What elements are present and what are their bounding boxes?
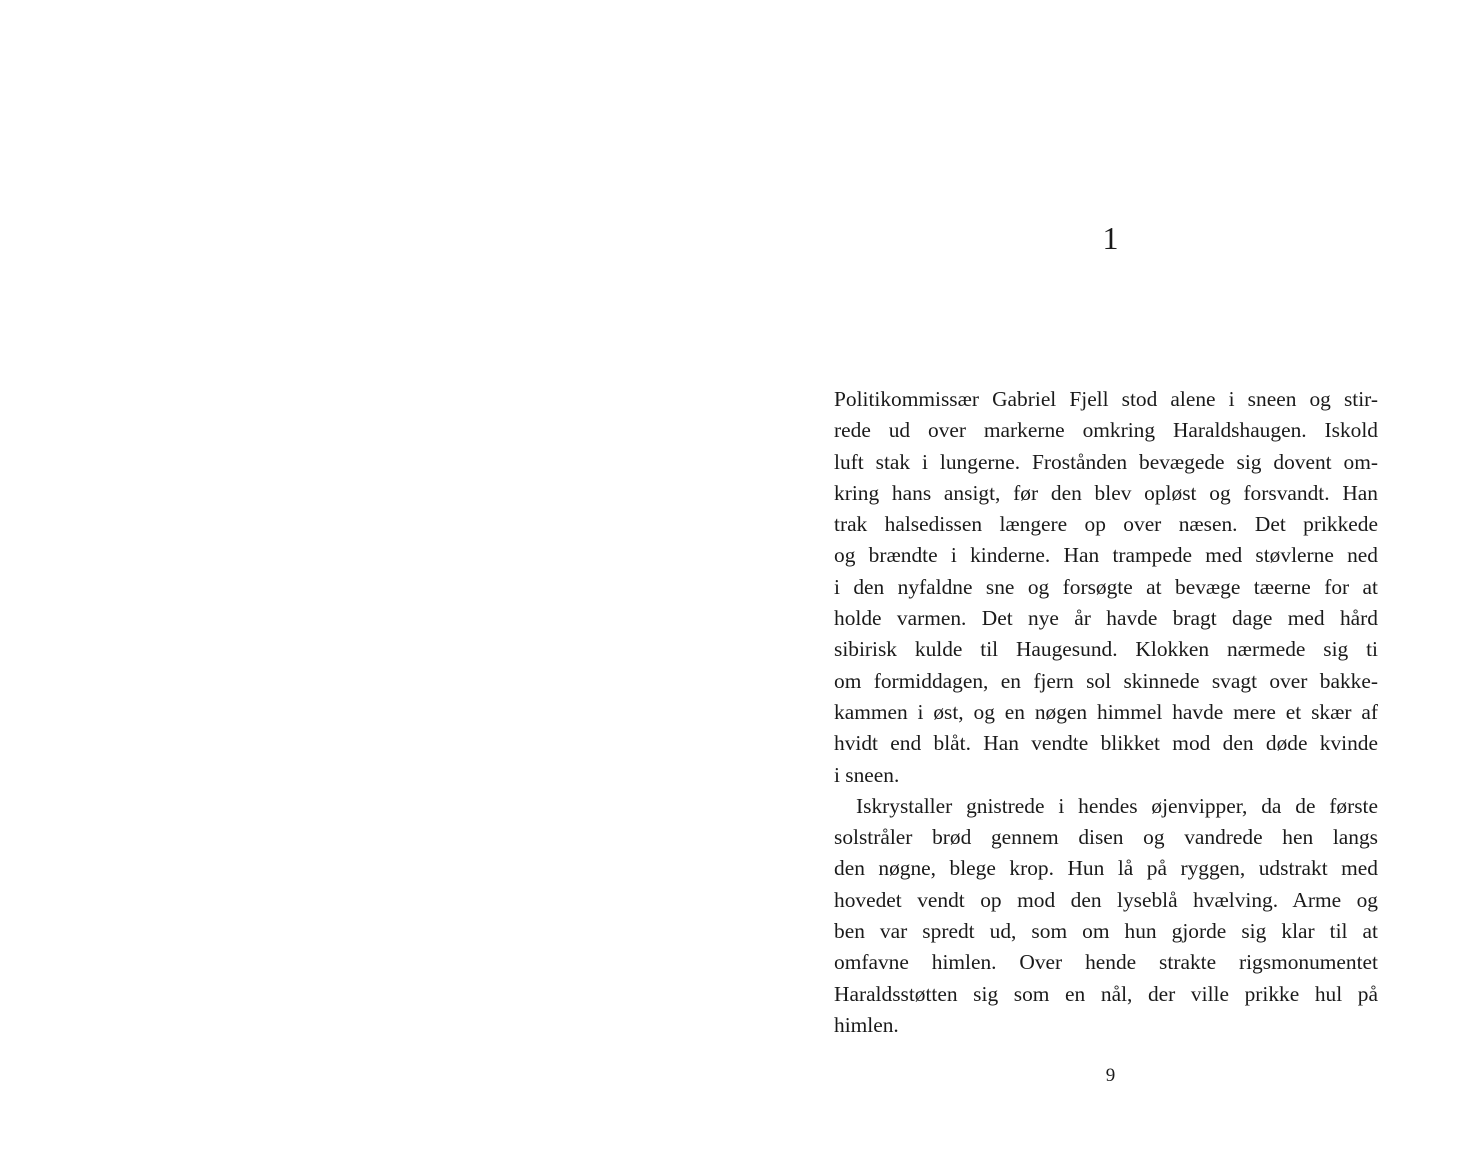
text-line: om formiddagen, en fjern sol skinnede svagt over bakke- <box>834 668 1378 693</box>
text-line: ben var spredt ud, som om hun gjorde sig klar til at <box>834 919 1378 944</box>
text-line: i sneen. <box>834 762 900 787</box>
text-line: hvidt end blåt. Han vendte blikket mod den døde kvinde <box>834 731 1378 756</box>
text-line: himlen. <box>834 1012 899 1037</box>
text-line: kammen i øst, og en nøgen himmel havde mere et skær af <box>834 699 1378 724</box>
text-line: Iskrystaller gnistrede i hendes øjenvipper, da de første <box>856 793 1378 818</box>
text-line: omfavne himlen. Over hende strakte rigsmonumentet <box>834 950 1378 975</box>
text-line: den nøgne, blege krop. Hun lå på ryggen, udstrakt med <box>834 856 1378 881</box>
text-line: luft stak i lungerne. Frostånden bevægede sig dovent om- <box>834 449 1378 474</box>
text-line: solstråler brød gennem disen og vandrede hen langs <box>834 825 1378 850</box>
text-line: Haraldsstøtten sig som en nål, der ville prikke hul på <box>834 981 1378 1006</box>
text-line: kring hans ansigt, før den blev opløst og forsvandt. Han <box>834 480 1378 505</box>
text-line: Politikommissær Gabriel Fjell stod alene i sneen og stir- <box>834 387 1378 411</box>
page-number: 9 <box>1105 1065 1116 1086</box>
text-line: sibirisk kulde til Haugesund. Klokken nærmede sig ti <box>834 637 1378 662</box>
left-page-blank <box>0 0 740 1169</box>
text-line: og brændte i kinderne. Han trampede med støvlerne ned <box>834 543 1378 568</box>
text-line: trak halsedissen længere op over næsen. Det prikkede <box>834 512 1378 537</box>
text-line: i den nyfaldne sne og forsøgte at bevæge tæerne for at <box>834 574 1378 599</box>
body-text <box>834 384 1378 1041</box>
right-page <box>740 0 1481 1169</box>
chapter-number: 1 <box>1102 220 1119 256</box>
text-line: holde varmen. Det nye år havde bragt dage med hård <box>834 606 1378 631</box>
text-line: rede ud over markerne omkring Haraldshaugen. Iskold <box>834 418 1378 443</box>
text-line: hovedet vendt op mod den lyseblå hvælving. Arme og <box>834 887 1378 912</box>
